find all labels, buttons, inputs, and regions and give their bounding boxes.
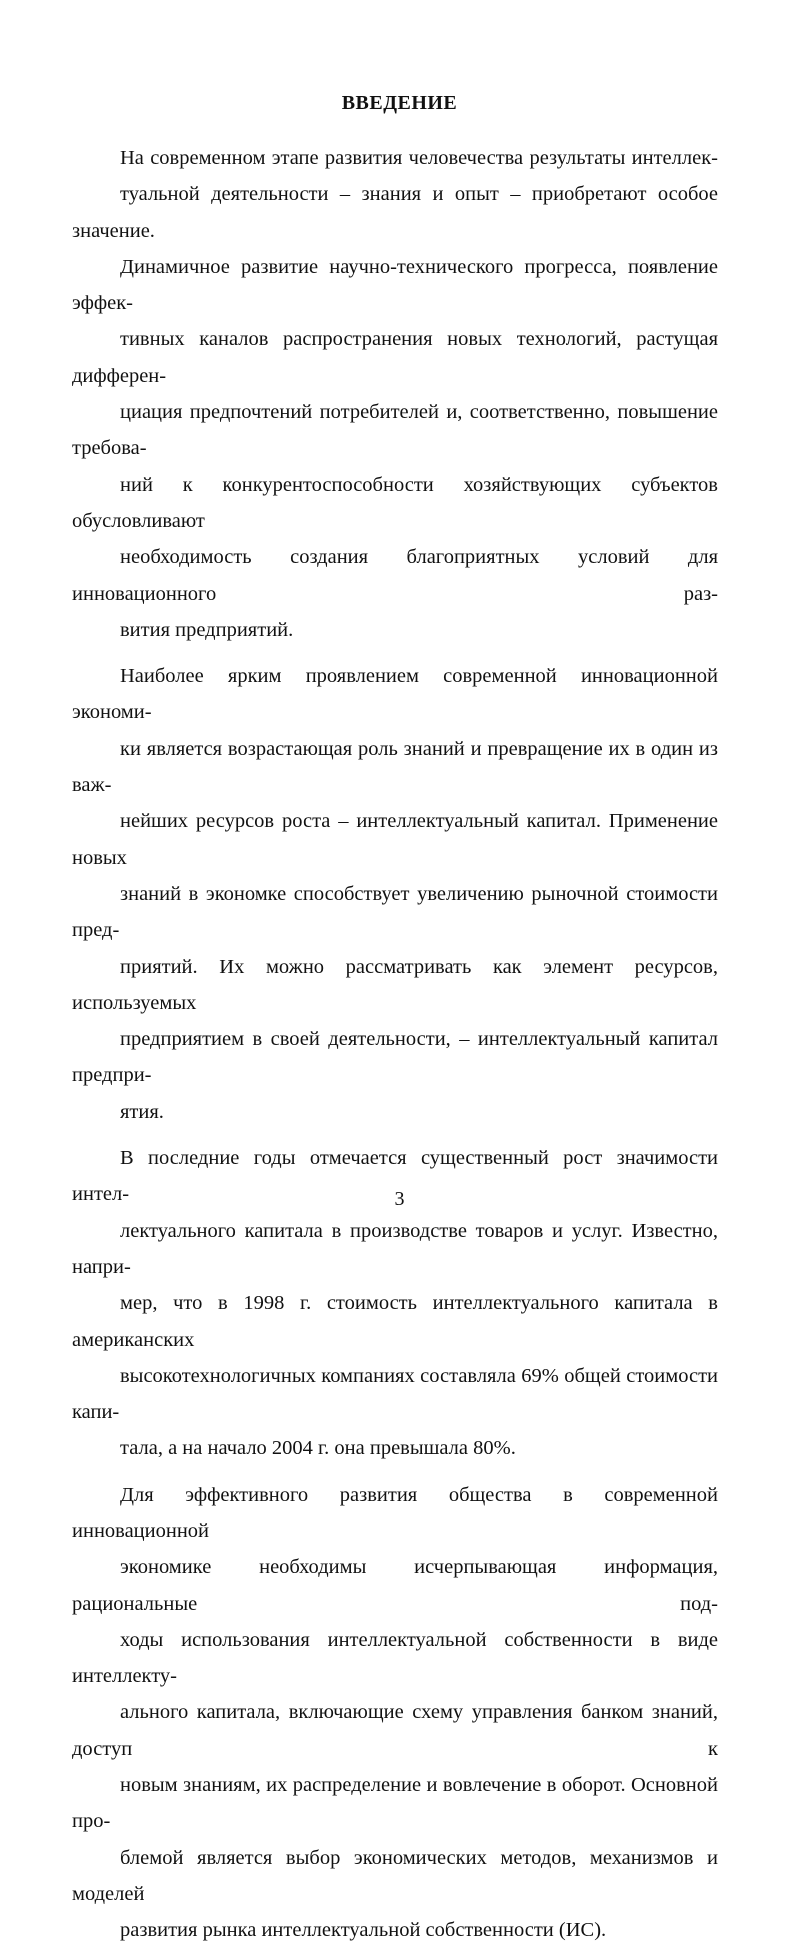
paragraph-line: высокотехнологичных компаниях составляла 69% общей стоимости капи- bbox=[72, 1364, 718, 1424]
paragraph-line: тала, а на начало 2004 г. она превышала 80%. bbox=[120, 1437, 516, 1460]
paragraph-line: блемой является выбор экономических методов, механизмов и моделей bbox=[72, 1846, 718, 1905]
paragraph-line: Наиболее ярким проявлением современной инновационной экономи- bbox=[72, 665, 718, 724]
paragraph-line: тивных каналов распространения новых технологий, растущая дифферен- bbox=[72, 328, 718, 387]
paragraph-line: новым знаниям, их распределение и вовлечение в оборот. Основной про- bbox=[72, 1774, 718, 1833]
paragraph-line: необходимость создания благоприятных условий для инновационного раз- bbox=[72, 546, 718, 605]
paragraph-line: На современном этапе развития человечества результаты интеллек- bbox=[120, 147, 718, 169]
paragraph-1 bbox=[72, 140, 718, 648]
paragraph-line: ки является возрастающая роль знаний и превращение их в один из важ- bbox=[72, 737, 718, 797]
paragraph-4 bbox=[72, 1477, 718, 1949]
paragraph-line: развития рынка интеллектуальной собственности (ИС). bbox=[120, 1919, 607, 1942]
paragraph-line: нейших ресурсов роста – интеллектуальный капитал. Применение новых bbox=[72, 810, 718, 869]
paragraph-line: туальной деятельности – знания и опыт – приобретают особое значение. bbox=[72, 183, 718, 242]
paragraph-line: ний к конкурентоспособности хозяйствующих субъектов обусловливают bbox=[72, 473, 718, 532]
paragraph-line: В последние годы отмечается существенный рост значимости интел- bbox=[72, 1147, 718, 1206]
paragraph-line: Для эффективного развития общества в современной инновационной bbox=[72, 1483, 718, 1542]
paragraph-line: предприятием в своей деятельности, – интеллектуальный капитал предпри- bbox=[72, 1028, 718, 1087]
paragraph-line: экономике необходимы исчерпывающая информация, рациональные под- bbox=[72, 1556, 718, 1615]
paragraph-line: мер, что в 1998 г. стоимость интеллектуального капитала в американских bbox=[72, 1292, 718, 1351]
body-text bbox=[72, 140, 718, 1959]
paragraph-line: лектуального капитала в производстве товаров и услуг. Известно, напри- bbox=[72, 1219, 718, 1278]
paragraph-line: приятий. Их можно рассматривать как элемент ресурсов, используемых bbox=[72, 955, 718, 1014]
paragraph-line: Динамичное развитие научно-технического прогресса, появление эффек- bbox=[72, 255, 718, 315]
paragraph-line: циация предпочтений потребителей и, соответственно, повышение требова- bbox=[72, 401, 718, 460]
paragraph-2 bbox=[72, 658, 718, 1130]
paragraph-line: вития предприятий. bbox=[120, 618, 294, 641]
paragraph-line: ального капитала, включающие схему управления банком знаний, доступ к bbox=[72, 1701, 718, 1760]
page-heading: ВВЕДЕНИЕ bbox=[341, 92, 458, 114]
page-number: 3 bbox=[394, 1188, 405, 1210]
paragraph-line: ходы использования интеллектуальной собственности в виде интеллекту- bbox=[72, 1628, 718, 1688]
paragraph-line: ятия. bbox=[120, 1100, 164, 1123]
paragraph-line: знаний в экономке способствует увеличению рыночной стоимости пред- bbox=[72, 882, 718, 942]
